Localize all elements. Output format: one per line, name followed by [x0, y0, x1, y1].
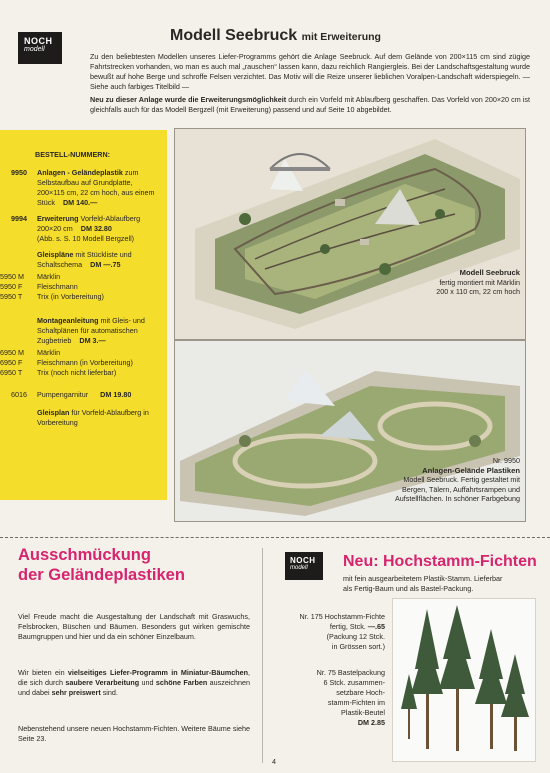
- item-line: (Packung 12 Stck.: [326, 632, 385, 641]
- text-run-bold: saubere Verarbeitung: [65, 678, 140, 687]
- fichten-heading: Neu: Hochstamm-Fichten: [343, 553, 537, 570]
- item-line: Plastik-Beutel: [341, 708, 385, 717]
- decoration-heading-line2: der Geländeplastiken: [18, 566, 185, 584]
- decoration-paragraph-3: Nebenstehend unsere neuen Hochstamm-Fichten. Weitere Bäume siehe Seite 23.: [18, 724, 250, 743]
- caption-line: fertig montiert mit Märklin: [439, 277, 520, 287]
- order-item-title: Erweiterung: [37, 214, 79, 223]
- text-run-bold: vielseitiges Liefer-Programm in Miniatur-Bäumchen: [67, 668, 248, 677]
- order-price: DM 32.80: [80, 224, 112, 233]
- logo-text: NOCH: [24, 36, 53, 46]
- order-subitem-text: Märklin: [37, 348, 61, 357]
- order-number: 9994: [11, 214, 27, 223]
- noch-logo-small: [285, 552, 323, 580]
- order-number: 5950 T: [0, 292, 23, 301]
- page-title-suffix: mit Erweiterung: [301, 31, 381, 43]
- logo-text: NOCH: [290, 556, 316, 565]
- order-subitem: [0, 292, 159, 302]
- text-run: und: [139, 678, 156, 687]
- page-title: [170, 27, 550, 45]
- decoration-paragraph-1: Viel Freude macht die Ausgestaltung der Landschaft mit Graswuchs, Felsbrocken, Büschen und Bäumen. Besonders gut wirken gemischte Baumgruppen und hier und da ein schöner Einzelbaum.: [18, 612, 250, 641]
- item-price: —.65: [367, 622, 385, 631]
- order-price: DM 140.—: [62, 198, 98, 207]
- order-gleisplan: [11, 250, 159, 270]
- layout-photo-seebruck: [174, 128, 526, 340]
- item-line: stamm-Fichten im: [327, 698, 385, 707]
- fichten-item-75: [285, 668, 385, 728]
- logo-subtext: modell: [24, 46, 45, 53]
- order-item-title: Anlagen - Geländeplastik: [37, 168, 123, 177]
- order-subitem-text: Trix (in Vorbereitung): [37, 292, 104, 301]
- item-line: setzbare Hoch-: [336, 688, 385, 697]
- order-item-title: Montageanleitung: [37, 316, 99, 325]
- spruce-trees-image: [393, 599, 535, 761]
- order-subitem-text: Fleischmann (in Vorbereitung): [37, 358, 133, 367]
- page-number: 4: [272, 757, 276, 766]
- caption-title: Anlagen-Gelände Plastiken: [422, 465, 520, 475]
- order-number: 9950: [11, 168, 27, 177]
- order-number: 6016: [11, 390, 27, 399]
- text-run: sind.: [100, 688, 118, 697]
- item-line: fertig, Stck.: [329, 622, 366, 631]
- order-subitem-text: Trix (noch nicht lieferbar): [37, 368, 117, 377]
- order-item-title: Gleisplan: [37, 408, 70, 417]
- order-vorfeld-plan: [11, 408, 159, 428]
- order-number: 5950 M: [0, 272, 24, 281]
- text-run-bold: sehr preiswert: [51, 688, 101, 697]
- order-number: 6950 T: [0, 368, 23, 377]
- page-title-main: Modell Seebruck: [170, 27, 298, 44]
- logo-subtext: modell: [290, 565, 308, 571]
- caption-title: Modell Seebruck: [459, 268, 520, 277]
- intro-paragraph-1: Zu den beliebtesten Modellen unseres Liefer-Programms gehört die Anlage Seebruck. Auf dem Gelände von 200×115 cm sind zügige Fahrtstrecken vorhanden, wo man es auch mal „rauschen“ lassen kann, dazu reichlich Rangiergleis. Bei der Landschaftsgestaltung wurde bewußt auf hohe Berge und schroffe Felsen verzichtet. Das Motiv will die Reize unserer lieblichen Voralpen-Landschaft widerspiegeln. — Siehe auch farbiges Titelbild —: [90, 52, 530, 91]
- item-price: DM 2.85: [357, 718, 385, 727]
- decoration-paragraph-2: [18, 668, 250, 698]
- caption-line: 200 x 110 cm, 22 cm hoch: [436, 287, 520, 296]
- order-price: DM 3.—: [79, 336, 106, 345]
- fichten-subtitle: [343, 574, 543, 594]
- order-item-text: Pumpengarnitur: [37, 390, 89, 399]
- order-list: [0, 150, 159, 434]
- order-price: DM —.75: [90, 260, 121, 269]
- order-number: 6950 M: [0, 348, 24, 357]
- order-subitem: [0, 272, 159, 282]
- order-subitem-text: Fleischmann: [37, 282, 78, 291]
- text-run: Wir bieten ein: [18, 668, 68, 677]
- model-railway-image: [175, 129, 525, 339]
- item-line: in Grössen sort.): [331, 642, 385, 651]
- order-number: 5950 F: [0, 282, 23, 291]
- caption-line: Modell Seebruck. Fertig gestaltet mit: [403, 475, 520, 484]
- text-run: , die sich durch: [18, 668, 250, 687]
- noch-logo: [18, 32, 62, 64]
- order-subitem: [0, 282, 159, 292]
- order-heading: BESTELL-NUMMERN:: [35, 150, 111, 159]
- order-item-text: zum Selbstaufbau auf Grundplatte, 200×115 cm, 22 cm hoch, aus einem Stück: [37, 168, 155, 207]
- text-run-bold: schöne Farben: [155, 678, 208, 687]
- order-subitem: [0, 368, 159, 378]
- order-item-text: mit Stückliste und Schaltschema: [37, 250, 132, 269]
- order-number: 6950 F: [0, 358, 23, 367]
- fichten-item-175: [285, 612, 385, 652]
- section-divider: [0, 537, 550, 538]
- order-item-text: Vorfeld-Ablaufberg 200×20 cm: [37, 214, 141, 233]
- order-item-text: für Vorfeld-Ablaufberg in Vorbereitung: [37, 408, 149, 427]
- order-price: DM 19.80: [100, 390, 132, 399]
- order-item-6016: [11, 390, 159, 400]
- intro-rest: durch ein Vorfeld mit Ablaufberg geschaffen. Das Vorfeld von 200×20 cm ist gleichfalls auch für das Modell Bergzell (mit Erweiterung) passend und auf Seite 10 abgebildet.: [90, 95, 530, 114]
- caption-line: Aufstellflächen. In schöner Farbgebung: [394, 494, 520, 503]
- order-subitem: [0, 348, 159, 358]
- item-line: 6 Stck. zusammen-: [323, 678, 385, 687]
- item-line: Nr. 75 Bastelpackung: [316, 668, 385, 677]
- order-item-9994: [11, 214, 159, 244]
- decoration-heading: [18, 545, 258, 585]
- decoration-heading-line1: Ausschmückung: [18, 546, 151, 564]
- order-montage: [11, 316, 159, 346]
- order-item-note: (Abb. s. S. 10 Modell Bergzell): [37, 234, 135, 243]
- order-subitem: [0, 358, 159, 368]
- photo-caption-gelaende: [330, 456, 520, 504]
- intro-paragraph-2: [90, 95, 530, 115]
- text-run: auszeichnen und dabei: [18, 678, 251, 697]
- photo-caption-seebruck: [380, 268, 520, 297]
- column-divider: [262, 548, 263, 763]
- fichten-subtitle-line: mit fein ausgearbeitetem Plastik-Stamm. Lieferbar: [343, 574, 503, 583]
- order-item-9950: [11, 168, 159, 208]
- order-subitem-text: Märklin: [37, 272, 61, 281]
- item-line: Nr. 175 Hochstamm-Fichte: [299, 612, 385, 621]
- caption-number: Nr. 9950: [492, 456, 520, 465]
- order-item-text: mit Gleis- und Schaltplänen für automatischen Zugbetrieb: [37, 316, 145, 345]
- caption-line: Bergen, Tälern, Auffahrtsrampen und: [401, 484, 520, 494]
- fichten-photo: [392, 598, 536, 762]
- fichten-subtitle-line: als Fertig-Baum und als Bastel-Packung.: [343, 584, 474, 593]
- intro-bold: Neu zu dieser Anlage wurde die Erweiterungsmöglichkeit: [90, 95, 287, 104]
- order-item-title: Gleispläne: [37, 250, 74, 259]
